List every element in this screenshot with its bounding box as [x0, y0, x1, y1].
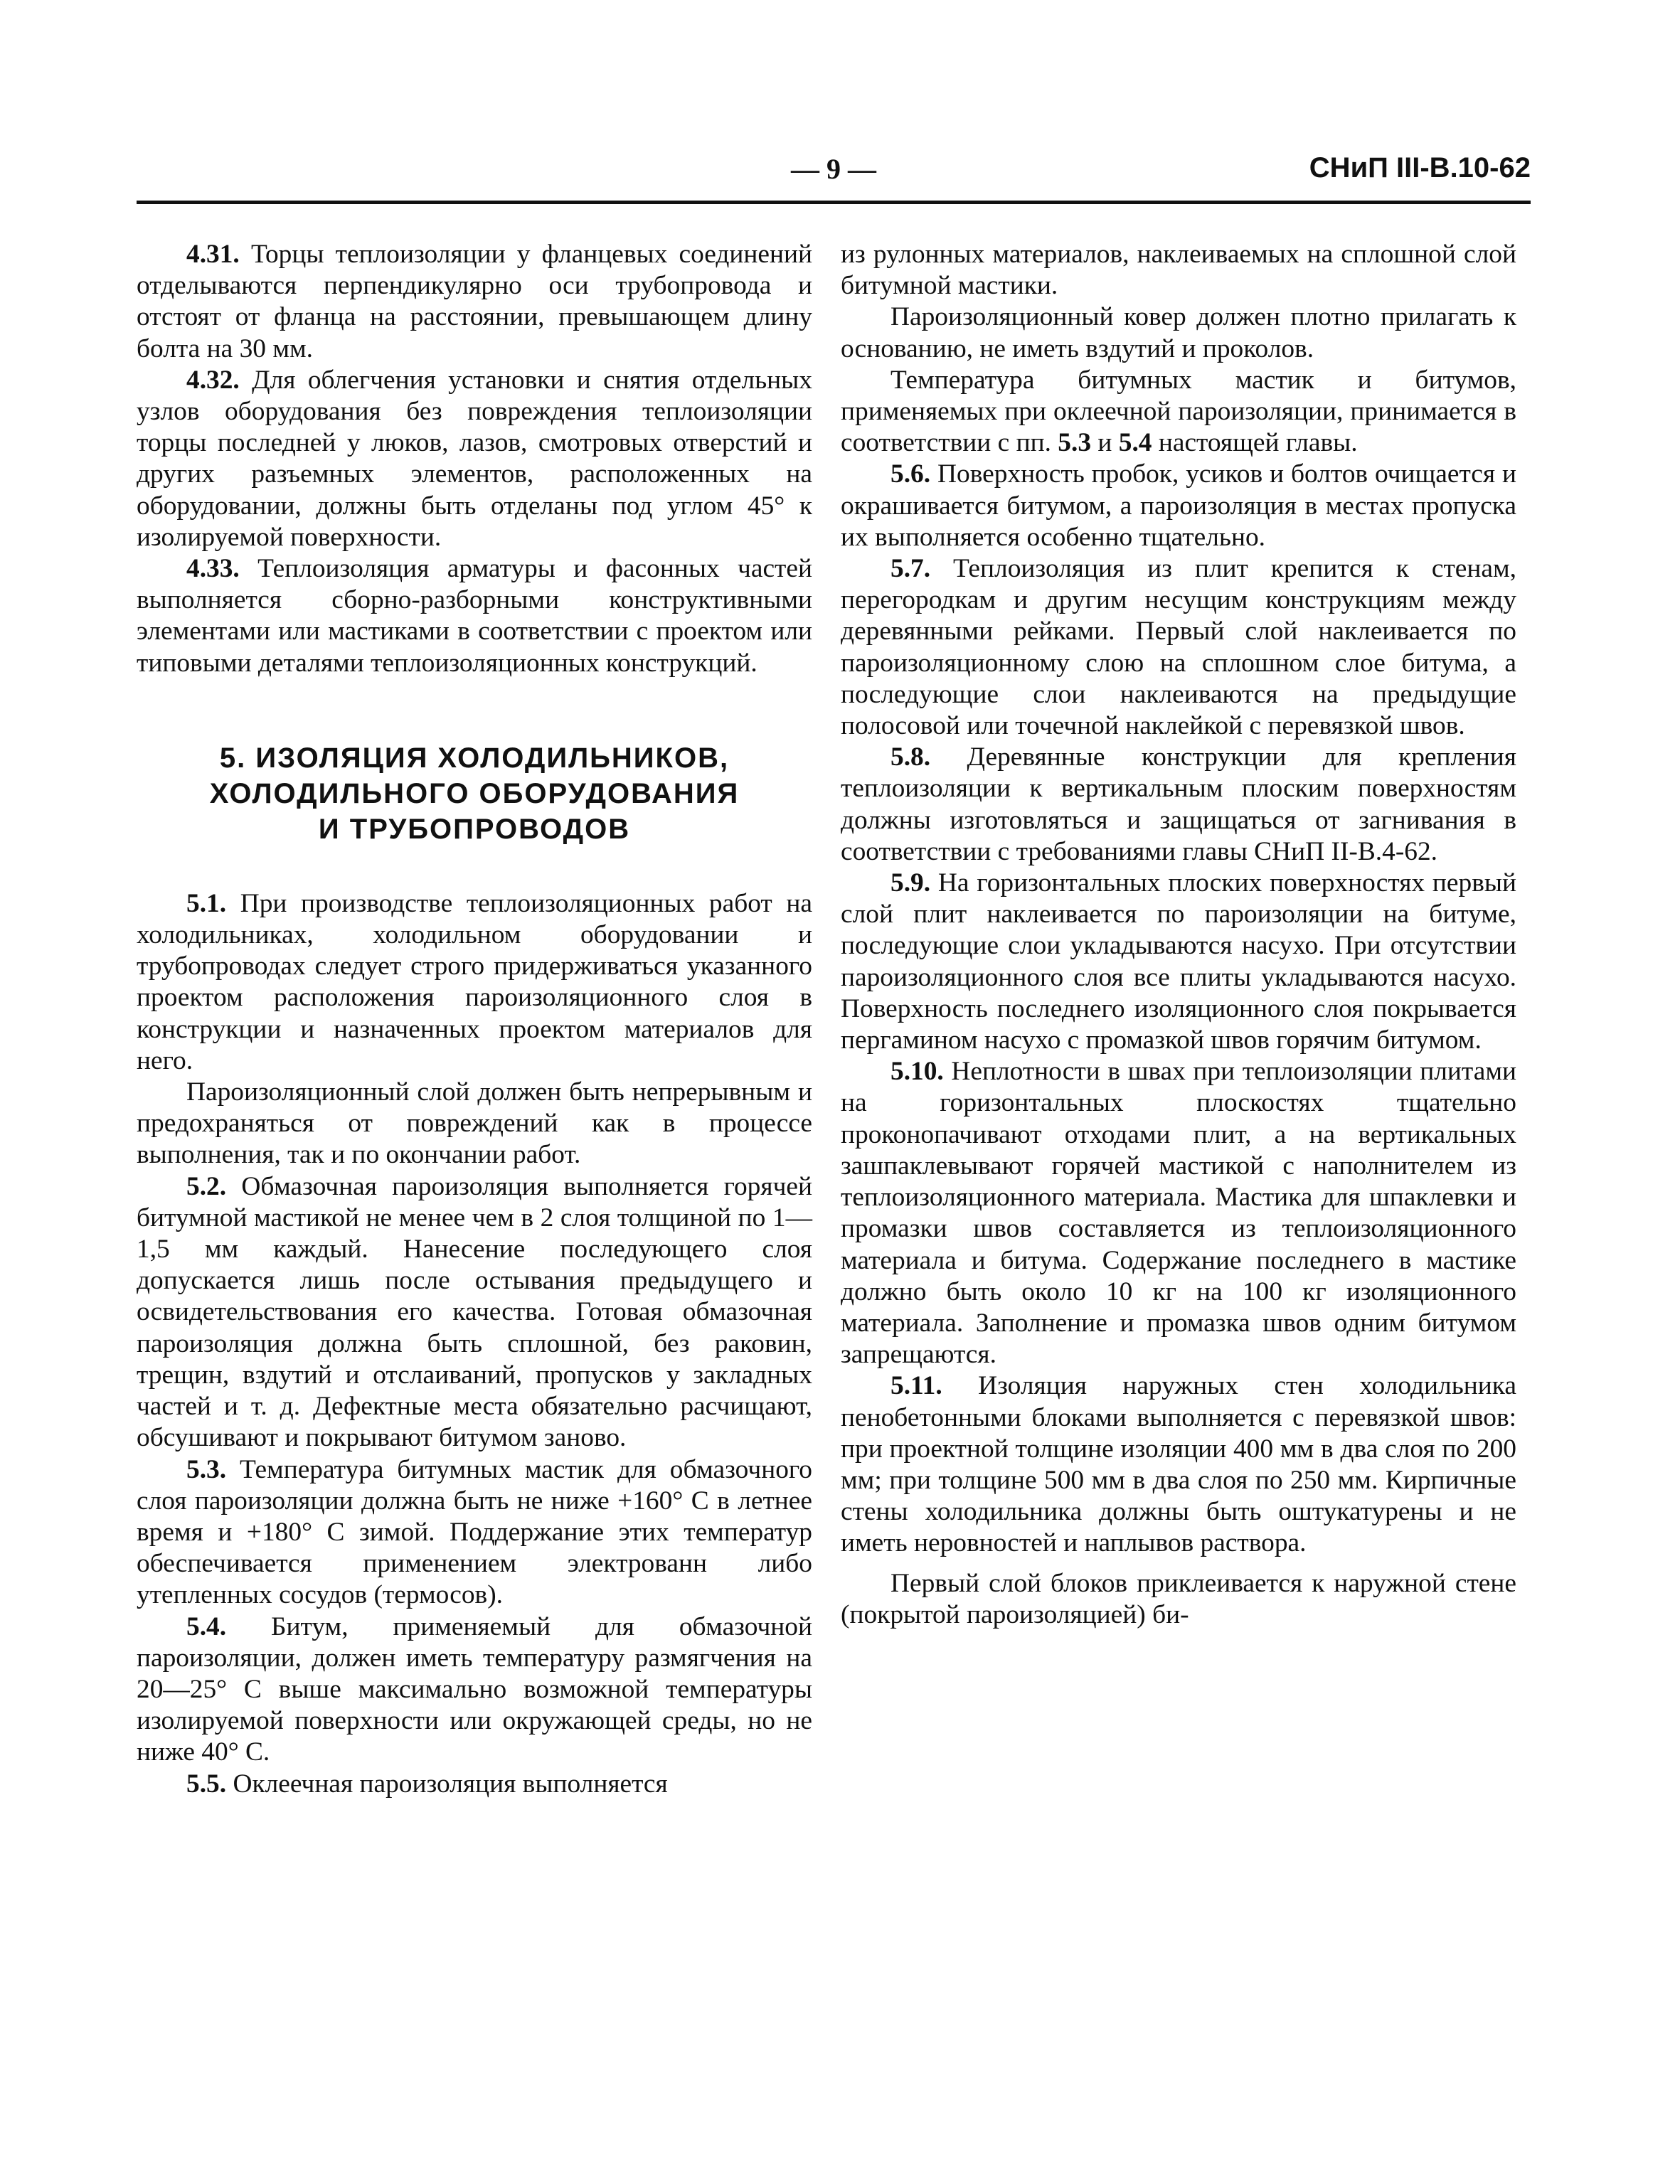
paragraph-5-7 [841, 553, 1516, 742]
clause-text: При производстве теплоизоляционных работ на холодильниках, холодильном оборудовании и трубопроводах следует строго придерживаться указанного проектом расположения пароизоляционного слоя в конструкции и назначенных проектом материалов для него. [137, 888, 812, 1075]
paragraph-5-9 [841, 868, 1516, 1056]
clause-number: 5.10. [890, 1057, 944, 1087]
clause-number: 5.5. [186, 1769, 227, 1799]
clause-text: Оклеечная пароизоляция выполняется [226, 1769, 668, 1799]
paragraph-5-5-c [841, 365, 1516, 459]
clause-text: Изоляция наружных стен холодильника пенобетонными блоками выполняется с перевязкой швов: при проектной толщине изоляции 400 мм в два слоя по 200 мм; при толщине 500 мм в два слоя по 250 мм. Кирпичные стены холодильника должны быть оштукатурены и не иметь неровностей и наплывов раствора. [841, 1371, 1516, 1558]
paragraph-4-33 [137, 553, 812, 679]
page-header [137, 152, 1531, 195]
clause-text: Температура битумных мастик и битумов, применяемых при оклеечной пароизоляции, принимается в соответствии с пп. [841, 365, 1516, 458]
paragraph-5-5-continued: из рулонных материалов, наклеиваемых на сплошной слой битумной мастики. [841, 240, 1516, 301]
document-code: СНиП III-В.10-62 [1309, 152, 1531, 183]
clause-number: 5.3. [186, 1454, 227, 1484]
clause-number: 5.4. [186, 1612, 227, 1641]
paragraph-5-10 [841, 1056, 1516, 1370]
clause-number: 4.32. [186, 365, 240, 395]
clause-text: Деревянные конструкции для крепления теплоизоляции к вертикальным плоским поверхностям должны изготовляться и защищаться от загнивания в соответствии с требованиями главы СНиП II-В.4-62. [841, 742, 1516, 866]
clause-reference: 5.4 [1118, 428, 1152, 458]
clause-number: 5.6. [890, 459, 931, 489]
clause-reference: 5.3 [1058, 428, 1092, 458]
clause-text: Теплоизоляция арматуры и фасонных частей выполняется сборно-разборными конструктивными элементами или мастиками в соответствии с проектом или типовыми деталями теплоизоляционных конструкций. [137, 554, 812, 678]
paragraph-gap [841, 1560, 1516, 1568]
clause-text: и [1091, 428, 1119, 458]
paragraph-5-6 [841, 459, 1516, 553]
clause-text: Битум, применяемый для обмазочной пароизоляции, должен иметь температуру размягчения на 20—25° С выше максимально возможной температуры изолируемой поверхности или окружающей среды, но не ниже 40° С. [137, 1612, 812, 1767]
clause-text: Обмазочная пароизоляция выполняется горячей битумной мастикой не менее чем в 2 слоя толщиной по 1—1,5 мм каждый. Нанесение последующего слоя допускается лишь после остывания предыдущего и освидетельствования его качества. Готовая обмазочная пароизоляция должна быть сплошной, без раковин, трещин, вздутий и отслаиваний, пропусков у закладных частей и т. д. Дефектные места обязательно расчищают, обсушивают и покрывают битумом заново. [137, 1171, 812, 1453]
clause-number: 4.33. [186, 554, 240, 584]
clause-text: На горизонтальных плоских поверхностях первый слой плит наклеивается по пароизоляции на битуме, последующие слои укладываются насухо. При отсутствии пароизоляционного слоя все плиты укладываются насухо. Поверхность последнего изоляционного слоя покрывается пергамином насухо с промазкой швов горячим битумом. [841, 868, 1516, 1055]
paragraph-5-5 [137, 1769, 812, 1800]
clause-number: 5.2. [186, 1171, 227, 1201]
left-column [137, 239, 812, 1800]
paragraph-4-31 [137, 239, 812, 365]
section-heading-line: 5. ИЗОЛЯЦИЯ ХОЛОДИЛЬНИКОВ, [219, 742, 730, 774]
paragraph-5-3 [137, 1454, 812, 1612]
right-column [841, 239, 1516, 1631]
section-heading [137, 740, 812, 847]
paragraph-4-32 [137, 365, 812, 553]
clause-text: Для облегчения установки и снятия отдельных узлов оборудования без повреждения теплоизоляции торцы последней у люков, лазов, смотровых отверстий и других разъемных элементов, расположенных на оборудовании, должны быть отделаны под углом 45° к изолируемой поверхности. [137, 365, 812, 552]
clause-number: 5.1. [186, 888, 227, 918]
clause-number: 5.7. [890, 554, 931, 584]
clause-text: Температура битумных мастик для обмазочного слоя пароизоляции должна быть не ниже +160° С в летнее время и +180° С зимой. Поддержание этих температур обеспечивается применением электрованн либо утепленных сосудов (термосов). [137, 1454, 812, 1610]
paragraph-5-8 [841, 742, 1516, 868]
clause-number: 4.31. [186, 240, 240, 269]
header-rule [137, 201, 1531, 204]
clause-text: Теплоизоляция из плит крепится к стенам, перегородкам и другим несущим конструкциям между деревянными рейками. Первый слой наклеивается по пароизоляционному слою на сплошном слое битума, а последующие слои наклеиваются на предыдущие полосовой или точечной наклейкой с перевязкой швов. [841, 554, 1516, 741]
section-heading-line: ХОЛОДИЛЬНОГО ОБОРУДОВАНИЯ [209, 777, 740, 809]
clause-text: Торцы теплоизоляции у фланцевых соединений отделываются перпендикулярно оси трубопровода и отстоят от фланца на расстоянии, превышающем длину болта на 30 мм. [137, 240, 812, 363]
clause-text: Неплотности в швах при теплоизоляции плитами на горизонтальных плоскостях тщательно проконопачивают отходами плит, а на вертикальных зашпаклевывают горячей мастикой с наполнителем из теплоизоляционного материала. Мастика для шпаклевки и промазки швов составляется из теплоизоляционного материала и битума. Содержание последнего в мастике должно быть около 10 кг на 100 кг изоляционного материала. Заполнение и промазка швов одним битумом запрещаются. [841, 1057, 1516, 1370]
clause-number: 5.9. [890, 868, 931, 898]
paragraph-5-11-b: Первый слой блоков приклеивается к наружной стене (покрытой пароизоляцией) би- [841, 1568, 1516, 1629]
paragraph-5-4 [137, 1612, 812, 1769]
clause-number: 5.8. [890, 742, 931, 772]
section-heading-line: И ТРУБОПРОВОДОВ [318, 813, 631, 845]
paragraph-5-11 [841, 1370, 1516, 1559]
paragraph-5-1 [137, 888, 812, 1077]
paragraph-5-5-b: Пароизоляционный ковер должен плотно прилагать к основанию, не иметь вздутий и проколов. [841, 302, 1516, 363]
page-number: — 9 — [791, 153, 876, 185]
clause-number: 5.11. [890, 1371, 942, 1401]
paragraph-5-1-b: Пароизоляционный слой должен быть непрерывным и предохраняться от повреждений как в процессе выполнения, так и по окончании работ. [137, 1077, 812, 1170]
clause-text: настоящей главы. [1152, 428, 1358, 458]
clause-text: Поверхность пробок, усиков и болтов очищается и окрашивается битумом, а пароизоляция в местах пропуска их выполняется особенно тщательно. [841, 459, 1516, 552]
paragraph-5-2 [137, 1171, 812, 1454]
